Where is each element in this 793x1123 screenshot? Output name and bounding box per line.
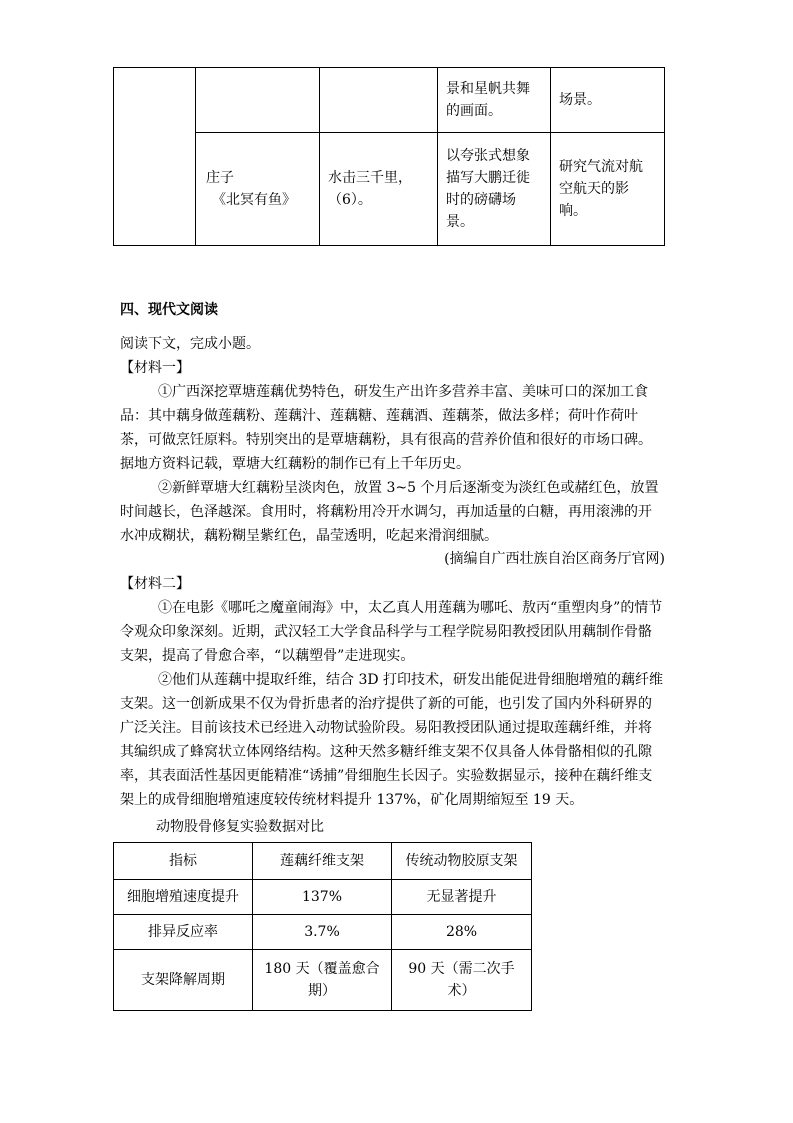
- table-cell-technique: 以夸张式想象描写大鹏迁徙时的磅礴场景。: [438, 133, 551, 246]
- table-row: [114, 950, 532, 1011]
- table-cell: 支架降解周期: [114, 950, 253, 1011]
- table-cell: 180 天（覆盖愈合期）: [253, 950, 392, 1011]
- table-cell-category: [114, 68, 196, 246]
- table-cell: 无显著提升: [392, 880, 532, 915]
- table-cell: [320, 68, 438, 133]
- table-cell-author: [196, 133, 320, 246]
- table-cell: 90 天（需二次手术）: [392, 950, 532, 1011]
- material1-source: (摘编自广西壮族自治区商务厅官网): [444, 551, 665, 567]
- material2-paragraph-2: ②他们从莲藕中提取纤维，结合 3D 打印技术，研发出能促进骨细胞增殖的藕纤维支架。这一创新成果不仅为骨折患者的治疗提供了新的可能，也引发了国内外科研界的广泛关注。目前该技术已经进入动物试验阶段。易阳教授团队通过提取莲藕纤维，并将其编织成了蜂窝状立体网络结构。这种天然多糖纤维支架不仅具备人体骨骼相似的孔隙率，其表面活性基因更能精准“诱捕”骨细胞生长因子。实验数据显示，接种在藕纤维支架上的成骨细胞增殖速度较传统材料提升 137%，矿化周期缩短至 19 天。: [120, 672, 664, 808]
- table-row: [114, 915, 532, 950]
- material2-label: 【材料二】: [120, 576, 190, 592]
- data-comparison-table: [113, 842, 532, 1011]
- material1-label: 【材料一】: [120, 360, 190, 376]
- table-cell-application: 研究气流对航空航天的影响。: [551, 133, 665, 246]
- table-header: 指标: [114, 843, 253, 880]
- material1-paragraph-1: ①广西深挖覃塘莲藕优势特色，研发生产出许多营养丰富、美味可口的深加工食品：其中藕身做莲藕粉、莲藕汁、莲藕糖、莲藕酒、莲藕茶，做法多样；荷叶作荷叶茶，可做烹饪原料。特别突出的是覃塘藕粉，具有很高的营养价值和很好的市场口碑。据地方资料记载，覃塘大红藕粉的制作已有上千年历史。: [120, 384, 652, 472]
- table-cell: 28%: [392, 915, 532, 950]
- table-header: 传统动物胶原支架: [392, 843, 532, 880]
- table-cell: 细胞增殖速度提升: [114, 880, 253, 915]
- table-cell: [196, 68, 320, 133]
- table-cell: 景和星帆共舞的画面。: [438, 68, 551, 133]
- work-title: 《北冥有鱼》: [212, 192, 296, 208]
- table-caption: 动物股骨修复实验数据对比: [156, 819, 324, 835]
- table-row: [114, 880, 532, 915]
- table-header: 莲藕纤维支架: [253, 843, 392, 880]
- table-cell: 137%: [253, 880, 392, 915]
- material1-paragraph-2: ②新鲜覃塘大红藕粉呈淡肉色，放置 3~5 个月后逐渐变为淡红色或赭红色，放置时间越长，色泽越深。食用时，将藕粉用冷开水调匀，再加适量的白糖，再用滚沸的开水冲成糊状，藕粉糊呈紫红色，晶莹透明，吃起来滑润细腻。: [120, 480, 659, 544]
- table-cell: 3.7%: [253, 915, 392, 950]
- table-cell: 排异反应率: [114, 915, 253, 950]
- table-cell: 场景。: [551, 68, 665, 133]
- section-title: 四、现代文阅读: [120, 302, 218, 318]
- instruction: 阅读下文，完成小题。: [120, 336, 260, 352]
- author-name: 庄子: [206, 170, 234, 186]
- table-cell-quote: 水击三千里，（6）。: [320, 133, 438, 246]
- poetry-table: [113, 67, 665, 246]
- material2-paragraph-1: ①在电影《哪吒之魔童闹海》中，太乙真人用莲藕为哪吒、敖丙“重塑肉身”的情节令观众印象深刻。近期，武汉轻工大学食品科学与工程学院易阳教授团队用藕制作骨骼支架，提高了骨愈合率，“以藕塑骨”走进现实。: [120, 600, 663, 664]
